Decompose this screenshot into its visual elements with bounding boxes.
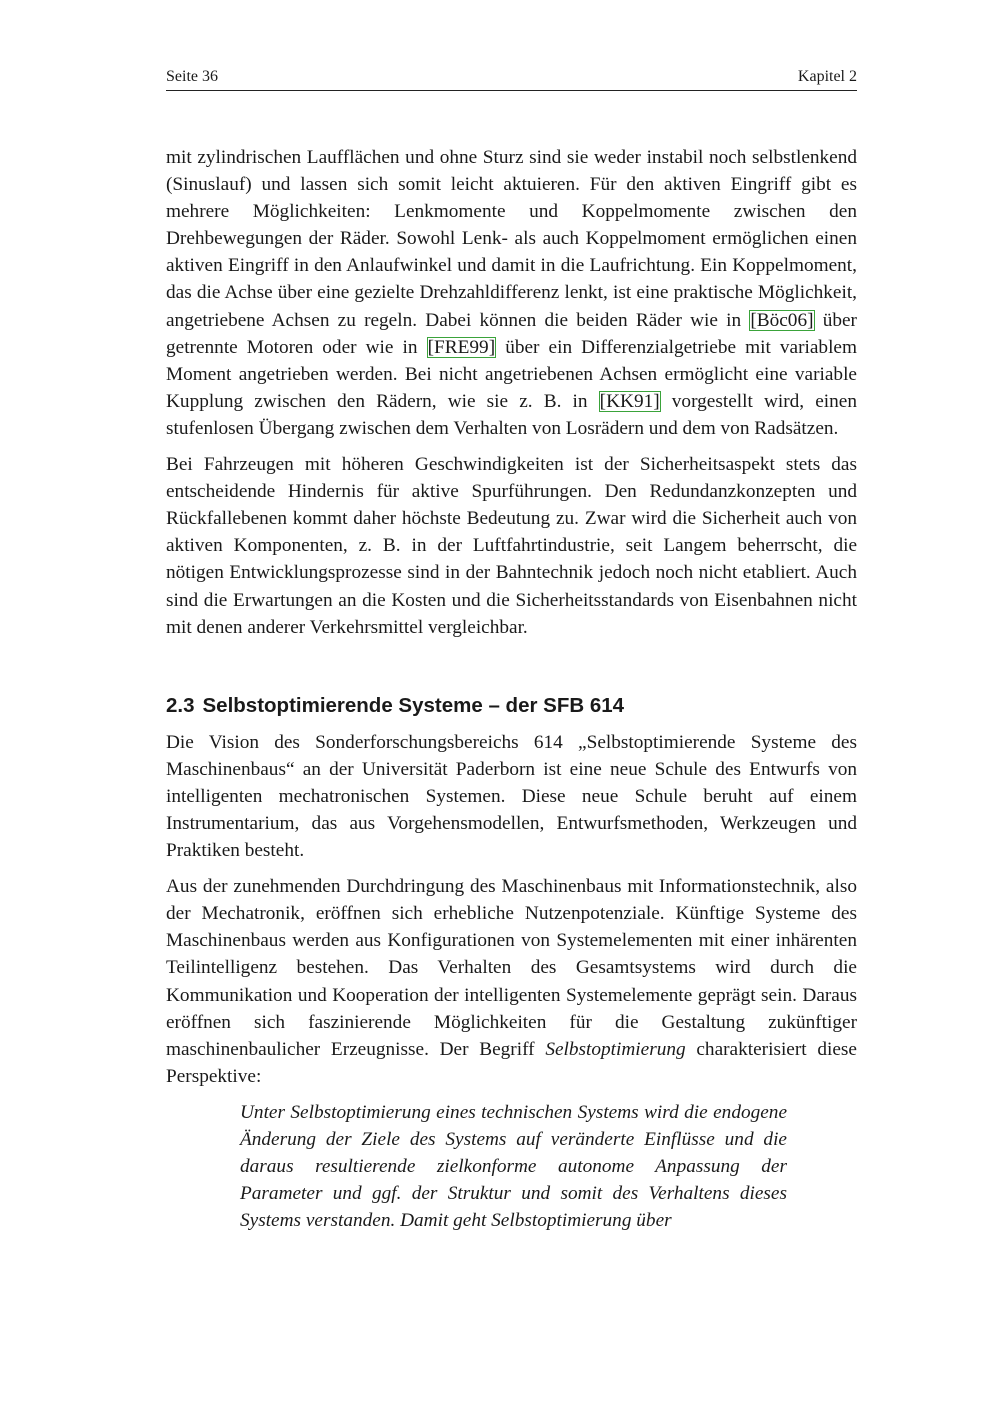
citation-link-fre99[interactable]: [FRE99] [427, 336, 496, 358]
section-title-text: Selbstoptimierende Systeme – der SFB 614 [202, 693, 625, 717]
citation-link-boc06[interactable]: [Böc06] [750, 309, 814, 331]
paragraph-1-text-b: über getrennte Motoren oder wie in [166, 309, 857, 358]
page-header [166, 68, 857, 91]
paragraph-4 [166, 873, 857, 1090]
citation-link-kk91[interactable]: [KK91] [599, 390, 660, 412]
paragraph-4-text-b: charakterisiert diese Perspektive: [166, 1038, 857, 1087]
paragraph-1 [166, 144, 857, 442]
paragraph-1-text-a: mit zylindrischen Laufflächen und ohne Sturz sind sie weder instabil noch selbstlenkend (Sinuslauf) und lassen sich somit leicht aktuieren. Für den aktiven Eingriff gibt es mehrere Möglichkeiten: Lenkmomente und Koppelmomente zwischen den Drehbewegungen der Räder. Sowohl Lenk- als auch Koppelmoment ermöglichen einen aktiven Eingriff in den Anlaufwinkel und damit in die Laufrichtung. Ein Koppelmoment, das die Achse über eine gezielte Drehzahldifferenz lenkt, ist eine praktische Möglichkeit, angetriebene Achsen zu regeln. Dabei können die beiden Räder wie in [166, 147, 857, 331]
paragraph-1-text-d: vorgestellt wird, einen stufenlosen Übergang zwischen dem Verhalten von Losrädern und dem von Radsätzen. [166, 390, 857, 439]
paragraph-4-text-a: Aus der zunehmenden Durchdringung des Maschinenbaus mit Informationstechnik, also der Mechatronik, eröffnen sich erhebliche Nutzenpotenziale. Künftige Systeme des Maschinenbaus werden aus Konfigurationen von Systemelementen mit einer inhärenten Teilintelligenz bestehen. Das Verhalten des Gesamtsystems wird durch die Kommunikation und Kooperation der intelligenten Systemelemente geprägt sein. Daraus eröffnen sich faszinierende Möglichkeiten für die Gestaltung zukünftiger maschinenbaulicher Erzeugnisse. Der Begriff [166, 876, 857, 1060]
paragraph-1-text-c: über ein Differenzialgetriebe mit variablem Moment angetrieben werden. Bei nicht angetriebenen Achsen ermöglicht eine variable Kupplung zwischen den Rädern, wie sie z. B. in [166, 336, 857, 412]
emphasized-term: Selbstoptimierung [545, 1038, 686, 1060]
page-number-label: Seite 36 [166, 68, 218, 85]
document-page [166, 0, 857, 1414]
section-number: 2.3 [166, 693, 195, 717]
section-heading [166, 693, 857, 719]
paragraph-2: Bei Fahrzeugen mit höheren Geschwindigkeiten ist der Sicherheitsaspekt stets das entscheidende Hindernis für aktive Spurführungen. Den Redundanzkonzepten und Rückfallebenen kommt daher höchste Bedeutung zu. Zwar wird die Sicherheit auch von aktiven Komponenten, z. B. in der Luftfahrtindustrie, seit Langem beherrscht, die nötigen Entwicklungsprozesse sind in der Bahntechnik jedoch noch nicht etabliert. Auch sind die Erwartungen an die Kosten und die Sicherheitsstandards von Eisenbahnen nicht mit denen anderer Verkehrsmittel vergleichbar. [166, 454, 857, 638]
paragraph-3: Die Vision des Sonderforschungsbereichs 614 „Selbstoptimierende Systeme des Maschinenbaus“ an der Universität Paderborn ist eine neue Schule des Entwurfs von intelligenten mechatronischen Systemen. Diese neue Schule beruht auf einem Instrumentarium, das aus Vorgehensmodellen, Entwurfsmethoden, Werkzeugen und Praktiken besteht. [166, 731, 857, 862]
page-body [166, 144, 857, 1234]
chapter-label: Kapitel 2 [797, 68, 857, 85]
definition-quote: Unter Selbstoptimierung eines technischen Systems wird die endogene Änderung der Ziele des Systems auf veränderte Einflüsse und die daraus resultierende zielkonforme autonome Anpassung der Parameter und ggf. der Struktur und somit des Verhaltens dieses Systems verstanden. Damit geht Selbstoptimierung über [240, 1101, 787, 1232]
